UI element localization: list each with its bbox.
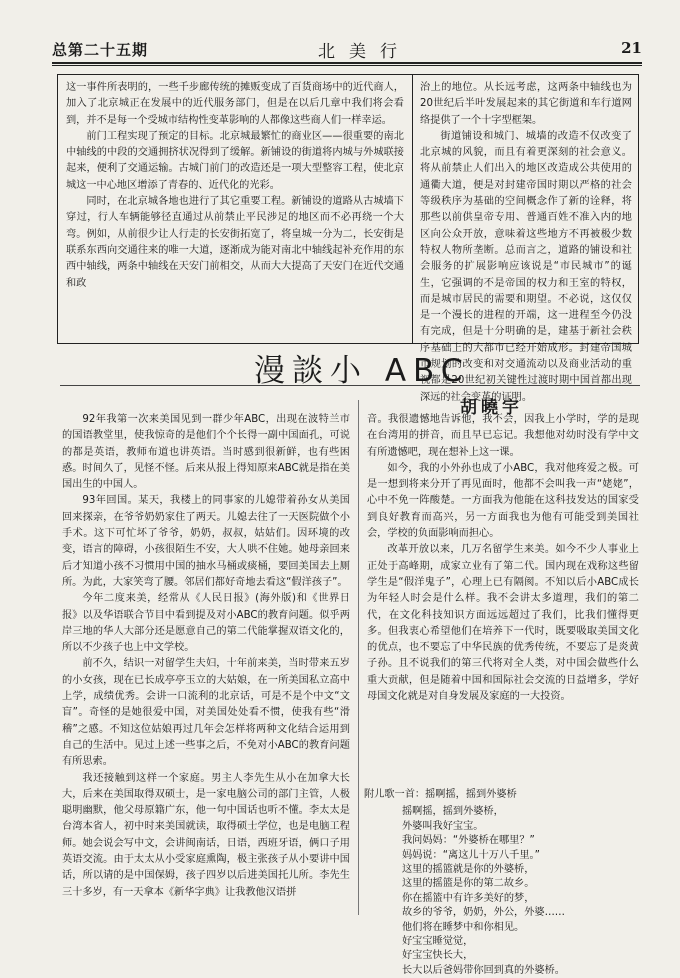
box-left-column (66, 80, 404, 338)
box-column-divider (412, 75, 413, 343)
article-paragraph: 如今，我的小外孙也成了小ABC，我对他疼爱之极。可是一想到将来分开了再见面时，他都不会叫我一声“姥姥”，心中不免一阵酸楚。一方面我为他能在这科技发达的国家受到良好教育而高兴，另一方面我也为他有可能受到美国社会，学校的负面影响而担心。 (367, 462, 639, 540)
header-rule-thin (52, 65, 642, 66)
box-paragraph: 街道铺设和城门、城墙的改造不仅改变了北京城的风貌，而且有着更深刻的社会意义。将从前禁止人们出入的地区改造成公共使用的通衢大道，便是对封建帝国时期以严格的社会等级秩序为基础的空间概念作了新的诠释，将那些以前供皇帝专用、普通百姓不准入内的地区向公众开放，意味着这些地方不再被极少数特权人物所垄断。总而言之，道路的铺设和社会服务的扩展影响应该说是“市民城市”的诞生，它强调的不是帝国的权力和王室的特权，而是城市居民的需要和期望。不必说，这仅仅是一个漫长的进程的开端，这一进程至今仍没有完成，但是十分明确的是，建基于新社会秩序基础上的大都市已经开始成形。封建帝国城市规划的改变和对交通流动以及商业活动的重视都是20世纪初关键性过渡时期中国首都出现深远的社会变革的证明。 (420, 130, 632, 403)
poem-line: 摇啊摇，摇到外婆桥， (402, 806, 504, 818)
article-paragraph: 改革开放以来，几万名留学生来美。如今不少人事业上正处于高峰期，成家立业有了第二代。国内现在戏称这些留学生是“假洋鬼子”，心理上已有隔阂。不知以后小ABC成长为年轻人时会是什么样。我不会讲太多道理，我们的第二代，在文化科技知识方面远远超过了我们，比我们懂得更多。但我衷心希望他们在培养下一代时，既要吸取美国文化的优点，也不要忘了中华民族的优秀传统，不要忘了是炎黄子孙。且不说我们的第三代将对全人类，对中国会做些什么重大贡献，但是随着中国和国际社会交流的日益增多，学好母国文化就是对自身发展及家庭的一大投资。 (367, 544, 639, 703)
poem-line: 长大以后爸妈带你回到真的外婆桥。 (402, 964, 565, 976)
poem-heading: 附儿歌一首：摇啊摇，摇到外婆桥 (364, 789, 517, 800)
article-title: 漫談小 ABC (254, 353, 470, 389)
title-rule (60, 385, 640, 386)
poem-line: 这里的摇篮就是你的外婆桥， (402, 864, 535, 876)
poem-line: 外婆叫我好宝宝。 (402, 820, 484, 832)
article-left-column (62, 412, 350, 912)
issue-number: 总第二十五期 (52, 41, 149, 59)
poem-line: 他们将在睡梦中和你相见。 (402, 921, 525, 933)
article-paragraph: 92年我第一次来美国见到一群少年ABC，出现在波特兰市的国语教堂里，使我惊奇的是他们个个长得一副中国面孔，可说的都是英语，教师布道也讲英语。当时感到很新鲜，也有些困惑。时间久了，见怪不怪。后来从报上得知原来ABC就是指在美国出生的中国人。 (62, 414, 350, 491)
poem-line: 我问妈妈：“外婆桥在哪里？” (402, 835, 535, 847)
journal-title: 北美行 (318, 42, 411, 62)
box-paragraph: 治上的地位。从长远考虑，这两条中轴线也为20世纪后半叶发展起来的其它街道和车行道网络提供了一个十字型框架。 (420, 82, 632, 126)
page-header (38, 35, 642, 63)
header-rule (52, 62, 642, 64)
article-right-column (367, 412, 639, 768)
article-column-divider (358, 400, 359, 915)
poem-line: 这里的摇篮是你的第二故乡。 (402, 878, 535, 890)
box-paragraph: 这一事件所表明的，一些千步廊传统的摊贩变成了百货商场中的近代商人，加入了北京城正在发展中的近代服务部门，但是在以后几章中我们将会看到，并不是每一个受城市结构性变革影响的人都像这些商人们一样幸运。 (66, 82, 404, 126)
poem-line: 故乡的爷爷，奶奶，外公，外婆…… (402, 907, 565, 919)
poem-line: 好宝宝快长大， (402, 950, 474, 962)
box-right-column (420, 80, 632, 403)
poem-line: 妈妈说：“离这儿十万八千里。” (402, 849, 540, 861)
article-paragraph: 前不久，结识一对留学生夫妇，十年前来美，当时带来五岁的小女孩，现在已长成亭亭玉立的大姑娘，在一所美国私立高中上学，成绩优秀。会讲一口流利的北京话，可是不是个中文“文盲”。奇怪的是她很爱中国，对美国处处看不惯，使我有些“滑稽”之感。不知这位姑娘再过几年会怎样将两种文化结合运用到自己的生活中。见过上述一些事之后，不免对小ABC的教育问题有所思索。 (62, 658, 350, 768)
box-paragraph: 前门工程实现了预定的目标。北京城最繁忙的商业区——很重要的南北中轴线的中段的交通拥挤状况得到了缓解。新铺设的街道将内城与外城联接起来，便利了交通运输。古城门前门的改造还是一项大型整容工程，使北京城这一中心地区增添了青春的、近代化的光彩。 (66, 130, 404, 191)
nursery-rhyme (364, 788, 642, 978)
article-paragraph: 我还接触到这样一个家庭。男主人李先生从小在加拿大长大，后来在美国取得双硕士，是一家电脑公司的部门主管，人极聪明幽默，他父母原籍广东，他一句中国话也听不懂。李太太是台湾本省人，初中时来美国就读，取得硕士学位，也是电脑工程师。她会说会写中文，会讲闽南话，日语，西班牙语，俩口子用英语交流。由于太太从小受家庭熏陶，极主张孩子从小要讲中国话，所以请的是中国保姆，孩子四岁以后进美国托儿所。李先生三十多岁，有一天拿本《新华字典》让我教他汉语拼 (62, 772, 350, 898)
poem-line: 你在摇篮中有许多美好的梦， (402, 892, 535, 904)
article-paragraph: 93年回国。某天，我楼上的同事家的儿媳带着孙女从美国回来探亲，在爷爷奶奶家住了两天。儿媳去往了一天医院做个小手术。这下可忙坏了爷爷，奶奶，叔叔，姑姑们。因环境的改变，语言的障碍，小孩很陌生不安，大人哄不住她。她母亲回来后才知道小孩不习惯用中国的抽水马桶或痰桶，要回美国去上厕所。为此，大家笑弯了腰。邻居们都好奇地去看这“假洋孩子”。 (62, 495, 350, 588)
article-paragraph: 音。我很遗憾地告诉他，我不会，因我上小学时，学的是现在台湾用的拼音，而且早已忘记。我想他对幼时没有学中文有所遗憾吧，现在想补上这一课。 (367, 414, 639, 458)
article-author: 胡曉宇 (460, 398, 523, 418)
article-paragraph: 今年二度来美，经常从《人民日报》(海外版)和《世界日报》以及华语联合节目中看到提及对小ABC的教育问题。似乎两岸三地的华人大部分还是愿意自己的第二代能掌握双语文化的，所以不少孩子也上中文学校。 (62, 593, 350, 654)
page-number: 21 (621, 39, 642, 57)
box-paragraph: 同时，在北京城各地也进行了其它重要工程。新铺设的道路从古城墙下穿过，行人车辆能够径直通过从前禁止平民涉足的地区而不必再绕一个大弯。例如，从前很少让人行走的长安街拓宽了，将皇城一分为二，长安街是联系东西向交通往来的唯一大道，逐渐成为能对南北中轴线起补充作用的东西中轴线，两条中轴线在天安门前相交，从而大大提高了天安门在近代交通和政 (66, 196, 404, 289)
poem-line: 好宝宝睡觉觉， (402, 936, 474, 948)
